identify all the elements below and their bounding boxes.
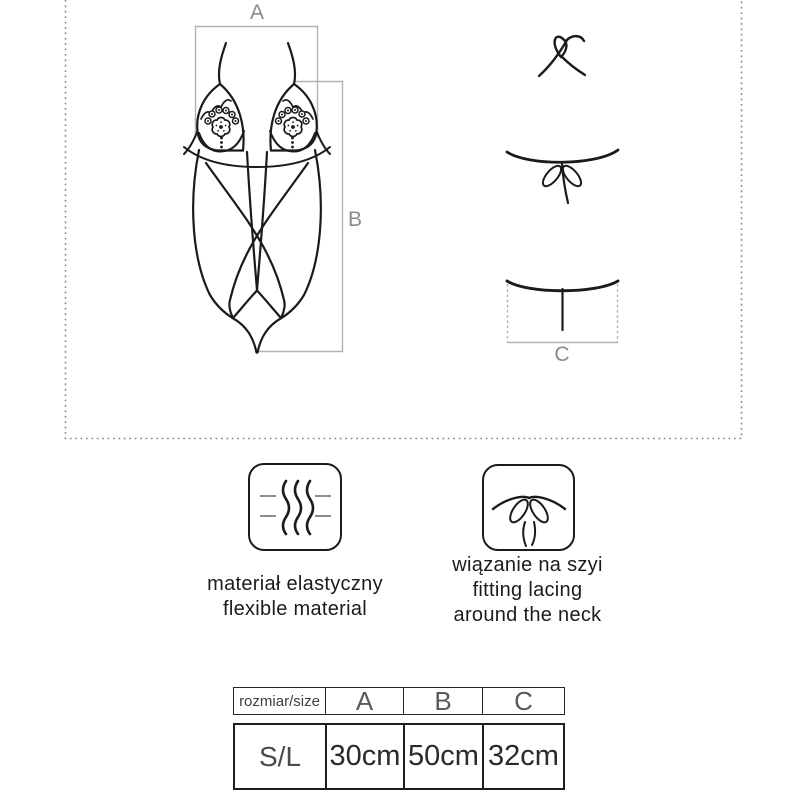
measure-label-c: C: [554, 343, 570, 366]
neck-lacing-icon: [482, 464, 575, 551]
size-table-header-row: [233, 687, 565, 715]
size-table-cell: 50cm: [405, 725, 484, 788]
measure-label-b: B: [347, 208, 363, 231]
size-table-header-cell: A: [326, 688, 404, 714]
size-table-row: [233, 723, 565, 790]
caption-line: fitting lacing: [472, 579, 583, 601]
feature-caption-elastic: [175, 572, 415, 622]
dotted-frame: [66, 0, 742, 439]
neckline-lacing-drawing: [507, 150, 618, 203]
neck-bow-drawing: [539, 36, 585, 76]
elastic-material-glyph: [253, 468, 338, 547]
caption-line: around the neck: [453, 604, 602, 626]
size-table-cell: 30cm: [327, 725, 405, 788]
bodysuit-drawing: [184, 43, 330, 353]
caption-line: wiązanie na szyi: [452, 554, 603, 576]
caption-line: flexible material: [222, 598, 368, 620]
bottom-width-drawing: [507, 281, 618, 330]
size-table-header-cell: C: [514, 688, 533, 714]
size-table-cell: S/L: [235, 725, 327, 788]
size-table: [233, 687, 565, 790]
measure-label-a: A: [249, 1, 265, 24]
caption-line: materiał elastyczny: [207, 573, 383, 595]
elastic-material-icon: [248, 463, 342, 551]
size-table-header-cell: rozmiar/size: [234, 688, 326, 714]
size-table-header-cell: B: [404, 688, 483, 714]
feature-caption-lacing: [420, 553, 635, 628]
neck-lacing-glyph: [487, 469, 571, 547]
size-table-cell: 32cm: [488, 740, 559, 772]
